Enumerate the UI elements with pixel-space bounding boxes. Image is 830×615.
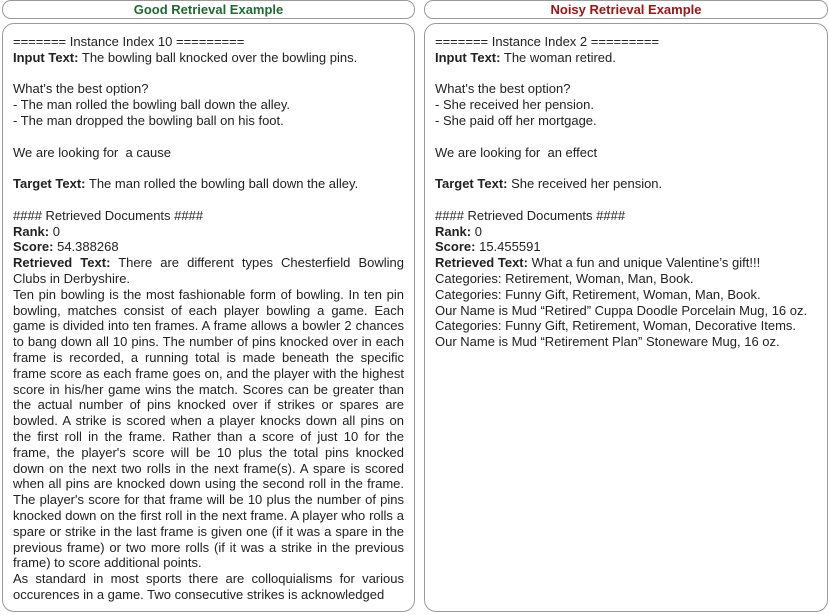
target-text-row bbox=[13, 176, 404, 192]
score-value: 54.388268 bbox=[57, 239, 119, 255]
instance-index: ======= Instance Index 2 ========= bbox=[435, 34, 660, 49]
retrieved-line: Our Name is Mud “Retired” Cuppa Doodle Porcelain Mug, 16 oz. bbox=[435, 302, 808, 318]
score-value: 15.455591 bbox=[479, 239, 541, 255]
looking-for: We are looking for an effect bbox=[435, 144, 598, 160]
rank-label: Rank: bbox=[435, 223, 472, 239]
score-row bbox=[13, 239, 404, 255]
option-1: - The man rolled the bowling ball down the alley. bbox=[13, 97, 291, 113]
retrieved-documents-header: #### Retrieved Documents #### bbox=[13, 207, 204, 223]
input-text-label: Input Text: bbox=[13, 49, 79, 65]
noisy-retrieval-column bbox=[424, 0, 828, 350]
document-paragraph-2: As standard in most sports there are colloquialisms for various occurences in a game. Two consecutive strikes is acknowledged bbox=[13, 571, 404, 602]
score-label: Score: bbox=[13, 239, 54, 255]
option-2: - The man dropped the bowling ball on his foot. bbox=[13, 112, 284, 128]
rank-row bbox=[13, 224, 404, 240]
retrieved-text-row bbox=[435, 255, 817, 271]
question: What's the best option? bbox=[435, 81, 571, 97]
good-retrieval-panel bbox=[2, 23, 415, 612]
retrieved-line: Our Name is Mud “Retirement Plan” Stoneware Mug, 16 oz. bbox=[435, 334, 780, 350]
score-label: Score: bbox=[435, 239, 476, 255]
retrieved-text-value: There are different types Chesterfield Bowling Clubs in Derbyshire. bbox=[13, 255, 404, 286]
document-paragraph-1: Ten pin bowling is the most fashionable form of bowling. In ten pin bowling, matches consist of each player bowling a game. Each game is divided into ten frames. A frame allows a bowler 2 chances to bang down all 10 pins. The number of pins knocked over in each frame is recorded, a running total is made beneath the specific frame score as each frame goes on, and the player with the highest score in his/her game wins the match. Scores can be greater than the actual number of pins knocked over if strikes or spares are bowled. A strike is scored when a player knocks down all pins on the first roll in the frame. Rather than a score of just 10 for the frame, the player's score will be 10 plus the total pins knocked down on the next two rolls in the next frame(s). A spare is scored when all pins are knocked down using the second roll in the frame. The player's score for that frame will be 10 plus the number of pins knocked down on the first roll in the next frame. A player who rolls a spare or strike in the last frame is given one (if it was a spare in the previous frame) or two more rolls (if it was a strike in the previous frame) to score additional points. bbox=[13, 286, 404, 571]
retrieved-line: Categories: Funny Gift, Retirement, Woman, Decorative Items. bbox=[435, 318, 797, 334]
retrieved-text-label: Retrieved Text: bbox=[435, 255, 528, 271]
score-row bbox=[435, 239, 817, 255]
input-text-label: Input Text: bbox=[435, 49, 501, 65]
target-text-value: She received her pension. bbox=[511, 176, 663, 192]
input-text-row bbox=[13, 50, 404, 66]
input-text-value: The bowling ball knocked over the bowling pins. bbox=[81, 49, 358, 65]
retrieved-text-row bbox=[13, 255, 404, 287]
retrieved-text-label: Retrieved Text: bbox=[13, 255, 111, 271]
noisy-retrieval-header: Noisy Retrieval Example bbox=[424, 0, 828, 19]
looking-for: We are looking for a cause bbox=[13, 144, 172, 160]
target-text-value: The man rolled the bowling ball down the alley. bbox=[88, 176, 359, 192]
question: What's the best option? bbox=[13, 81, 149, 97]
rank-row bbox=[435, 224, 817, 240]
input-text-row bbox=[435, 50, 817, 66]
rank-label: Rank: bbox=[13, 223, 50, 239]
input-text-value: The woman retired. bbox=[503, 49, 616, 65]
retrieved-documents-header: #### Retrieved Documents #### bbox=[435, 207, 626, 223]
option-2: - She paid off her mortgage. bbox=[435, 112, 597, 128]
rank-value: 0 bbox=[52, 223, 60, 239]
good-retrieval-column bbox=[2, 0, 415, 602]
retrieved-line: Categories: Retirement, Woman, Man, Book. bbox=[435, 270, 694, 286]
instance-index: ======= Instance Index 10 ========= bbox=[13, 34, 245, 49]
target-text-label: Target Text: bbox=[13, 176, 86, 192]
target-text-row bbox=[435, 176, 817, 192]
noisy-retrieval-panel bbox=[424, 23, 828, 612]
target-text-label: Target Text: bbox=[435, 176, 508, 192]
option-1: - She received her pension. bbox=[435, 97, 594, 113]
retrieved-line: Categories: Funny Gift, Retirement, Woman, Man, Book. bbox=[435, 286, 761, 302]
good-retrieval-header: Good Retrieval Example bbox=[2, 0, 415, 19]
retrieved-text-value: What a fun and unique Valentine’s gift!!! bbox=[531, 255, 761, 271]
rank-value: 0 bbox=[474, 223, 482, 239]
